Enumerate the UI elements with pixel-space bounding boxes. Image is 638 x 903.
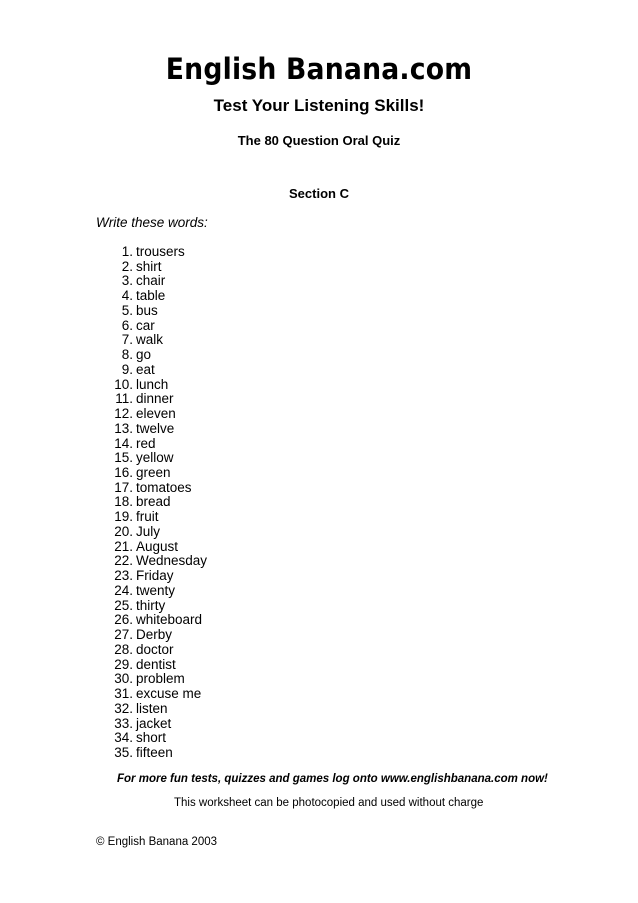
list-item-word: walk: [136, 332, 164, 348]
list-item-word: lunch: [136, 376, 169, 392]
list-item: [114, 422, 207, 437]
list-item: [114, 363, 207, 378]
list-item-number: 26.: [114, 612, 133, 628]
list-item-number: 20.: [114, 523, 133, 539]
list-item-number: 25.: [114, 597, 133, 613]
list-item: [114, 731, 207, 746]
list-item-word: twenty: [136, 582, 176, 598]
list-item-number: 18.: [114, 494, 133, 510]
list-item: [114, 289, 207, 304]
list-item-word: dentist: [136, 656, 176, 672]
list-item-word: fruit: [136, 509, 159, 525]
list-item-number: 4.: [121, 288, 133, 304]
list-item-word: go: [136, 347, 152, 363]
list-item-number: 1.: [121, 244, 133, 259]
list-item-word: tomatoes: [136, 479, 192, 495]
list-item-number: 15.: [114, 450, 133, 466]
list-item-word: Wednesday: [136, 553, 208, 569]
list-item-word: shirt: [136, 258, 162, 274]
word-list: [114, 245, 207, 761]
list-item-number: 24.: [114, 582, 133, 598]
list-item-number: 5.: [121, 302, 133, 318]
list-item: [114, 407, 207, 422]
list-item: [114, 333, 207, 348]
list-item-word: Derby: [136, 627, 173, 643]
list-item-number: 11.: [115, 391, 133, 407]
list-item-word: thirty: [136, 597, 166, 613]
list-item-number: 28.: [114, 641, 133, 657]
list-item-number: 12.: [114, 406, 133, 422]
list-item: [114, 392, 207, 407]
list-item-word: problem: [136, 671, 185, 687]
list-item-number: 9.: [121, 361, 133, 377]
list-item: [114, 717, 207, 732]
list-item-number: 31.: [114, 686, 133, 702]
list-item-word: red: [136, 435, 156, 451]
list-item-word: green: [136, 465, 171, 481]
list-item-number: 19.: [114, 509, 133, 525]
section-heading: Section C: [289, 186, 349, 201]
list-item-word: jacket: [136, 715, 172, 731]
list-item-word: fifteen: [136, 744, 173, 760]
list-item-number: 13.: [114, 420, 133, 436]
list-item-number: 2.: [121, 258, 133, 274]
list-item: [114, 643, 207, 658]
list-item-word: Friday: [136, 568, 174, 584]
list-item: [114, 481, 207, 496]
list-item: [114, 274, 207, 289]
list-item: [114, 584, 207, 599]
list-item: [114, 672, 207, 687]
list-item-number: 34.: [114, 730, 133, 746]
list-item-number: 33.: [114, 715, 133, 731]
list-item-number: 6.: [121, 317, 133, 333]
list-item-number: 21.: [114, 538, 133, 554]
list-item: [114, 378, 207, 393]
list-item-number: 16.: [114, 465, 133, 481]
list-item: [114, 746, 207, 761]
page-title: Test Your Listening Skills!: [213, 96, 425, 115]
list-item-number: 14.: [114, 435, 133, 451]
list-item: [114, 702, 207, 717]
list-item: [114, 304, 207, 319]
list-item: [114, 451, 207, 466]
list-item-word: bus: [136, 302, 158, 318]
list-item: [114, 554, 207, 569]
list-item-word: short: [136, 730, 167, 746]
list-item-word: yellow: [136, 450, 174, 466]
list-item: [114, 628, 207, 643]
list-item: [114, 569, 207, 584]
list-item: [114, 466, 207, 481]
list-item-word: chair: [136, 273, 166, 289]
list-item-word: dinner: [136, 391, 174, 407]
list-item-number: 17.: [114, 479, 133, 495]
list-item-number: 29.: [114, 656, 133, 672]
list-item-word: table: [136, 288, 166, 304]
list-item-word: doctor: [136, 641, 174, 657]
list-item: [114, 437, 207, 452]
instruction-text: Write these words:: [96, 215, 208, 230]
list-item: [114, 260, 207, 275]
list-item-number: 30.: [114, 671, 133, 687]
list-item: [114, 599, 207, 614]
list-item-number: 35.: [114, 744, 133, 760]
list-item-word: August: [136, 538, 179, 554]
list-item-number: 32.: [114, 700, 133, 716]
list-item-word: bread: [136, 494, 171, 510]
list-item-number: 3.: [121, 273, 133, 289]
list-item: [114, 525, 207, 540]
list-item: [114, 540, 207, 555]
list-item: [114, 319, 207, 334]
list-item-number: 10.: [114, 376, 133, 392]
list-item-number: 27.: [114, 627, 133, 643]
page-subtitle: The 80 Question Oral Quiz: [237, 133, 401, 148]
list-item-word: listen: [136, 700, 168, 716]
list-item-word: car: [136, 317, 155, 333]
list-item-word: whiteboard: [136, 612, 203, 628]
list-item-word: July: [136, 523, 161, 539]
list-item-word: trousers: [136, 244, 185, 259]
list-item-word: excuse me: [136, 686, 202, 702]
list-item: [114, 348, 207, 363]
list-item: [114, 510, 207, 525]
list-item: [114, 245, 207, 260]
list-item-word: eat: [136, 361, 155, 377]
list-item-number: 23.: [114, 568, 133, 584]
copyright-text: © English Banana 2003: [96, 836, 218, 848]
list-item-number: 7.: [121, 332, 133, 348]
site-logo: English Banana.com: [165, 52, 473, 86]
list-item-number: 8.: [121, 347, 133, 363]
list-item: [114, 495, 207, 510]
list-item-word: eleven: [136, 406, 176, 422]
promo-text: For more fun tests, quizzes and games log onto www.englishbanana.com now!: [117, 773, 548, 785]
list-item: [114, 613, 207, 628]
list-item: [114, 687, 207, 702]
list-item: [114, 658, 207, 673]
list-item-word: twelve: [136, 420, 175, 436]
list-item-number: 22.: [114, 553, 133, 569]
photocopy-notice: This worksheet can be photocopied and used without charge: [174, 797, 484, 809]
